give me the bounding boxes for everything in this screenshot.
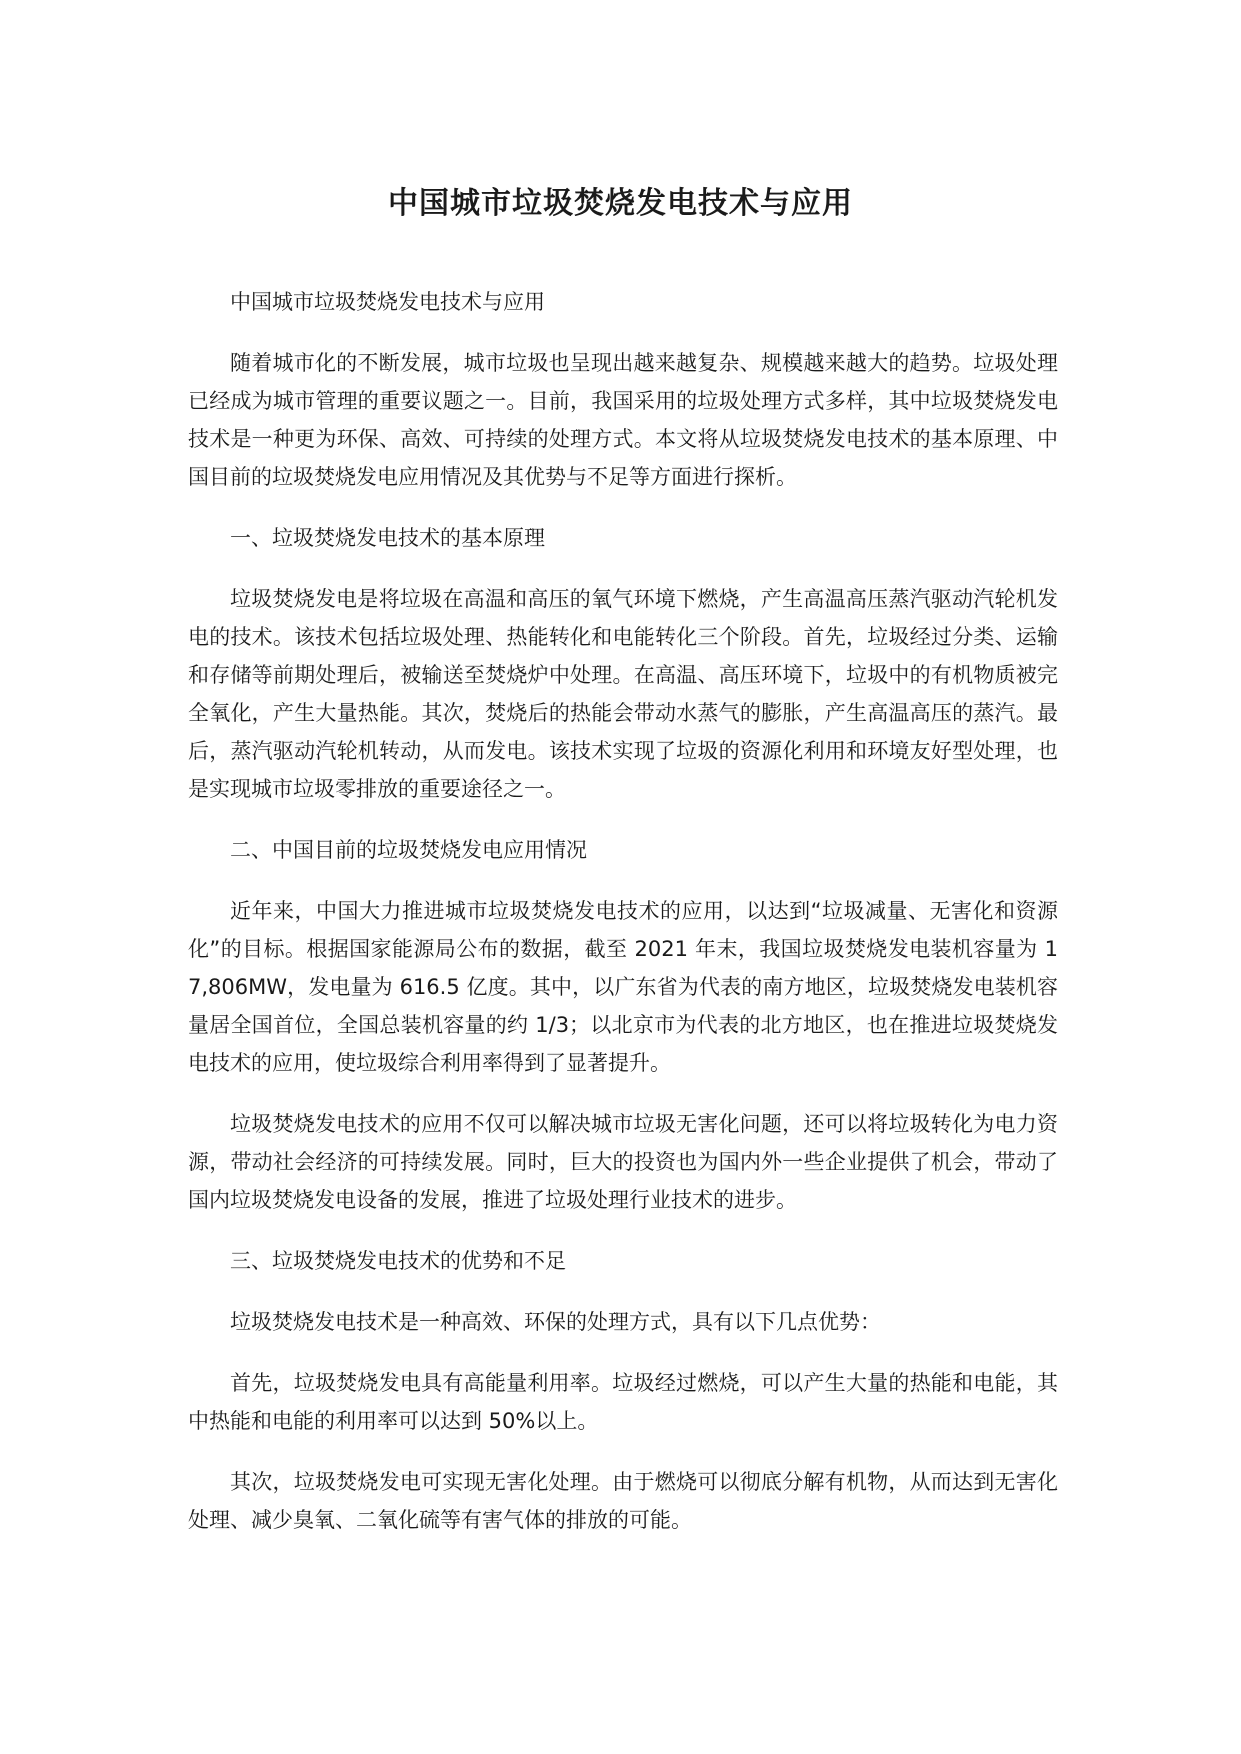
body-paragraph: 近年来，中国大力推进城市垃圾焚烧发电技术的应用，以达到“垃圾减量、无害化和资源化”的目标。根据国家能源局公布的数据，截至 2021 年末，我国垃圾焚烧发电装机容量为 17,806MW，发电量为 616.5 亿度。其中，以广东省为代表的南方地区，垃圾焚烧发电装机容量居全国首位，全国总装机容量的约 1/3；以北京市为代表的北方地区，也在推进垃圾焚烧发电技术的应用，使垃圾综合利用率得到了显著提升。 [188,899,1058,1075]
body-paragraph: 随着城市化的不断发展，城市垃圾也呈现出越来越复杂、规模越来越大的趋势。垃圾处理已经成为城市管理的重要议题之一。目前，我国采用的垃圾处理方式多样，其中垃圾焚烧发电技术是一种更为环保、高效、可持续的处理方式。本文将从垃圾焚烧发电技术的基本原理、中国目前的垃圾焚烧发电应用情况及其优势与不足等方面进行探析。 [188,351,1058,489]
section-heading: 中国城市垃圾焚烧发电技术与应用 [230,290,545,314]
body-paragraph: 垃圾焚烧发电技术的应用不仅可以解决城市垃圾无害化问题，还可以将垃圾转化为电力资源，带动社会经济的可持续发展。同时，巨大的投资也为国内外一些企业提供了机会，带动了国内垃圾焚烧发电设备的发展，推进了垃圾处理行业技术的进步。 [188,1112,1058,1212]
body-paragraph: 垃圾焚烧发电技术是一种高效、环保的处理方式，具有以下几点优势： [230,1310,881,1334]
section-heading: 一、垃圾焚烧发电技术的基本原理 [230,526,545,550]
body-paragraph: 其次，垃圾焚烧发电可实现无害化处理。由于燃烧可以彻底分解有机物，从而达到无害化处理、减少臭氧、二氧化硫等有害气体的排放的可能。 [188,1470,1058,1532]
section-heading: 三、垃圾焚烧发电技术的优势和不足 [230,1249,566,1273]
document-body [188,283,1058,1562]
document-title: 中国城市垃圾焚烧发电技术与应用 [388,186,853,221]
body-paragraph: 首先，垃圾焚烧发电具有高能量利用率。垃圾经过燃烧，可以产生大量的热能和电能，其中热能和电能的利用率可以达到 50%以上。 [188,1371,1058,1433]
body-paragraph: 垃圾焚烧发电是将垃圾在高温和高压的氧气环境下燃烧，产生高温高压蒸汽驱动汽轮机发电的技术。该技术包括垃圾处理、热能转化和电能转化三个阶段。首先，垃圾经过分类、运输和存储等前期处理后，被输送至焚烧炉中处理。在高温、高压环境下，垃圾中的有机物质被完全氧化，产生大量热能。其次，焚烧后的热能会带动水蒸气的膨胀，产生高温高压的蒸汽。最后，蒸汽驱动汽轮机转动，从而发电。该技术实现了垃圾的资源化利用和环境友好型处理，也是实现城市垃圾零排放的重要途径之一。 [188,587,1058,801]
section-heading: 二、中国目前的垃圾焚烧发电应用情况 [230,838,587,862]
